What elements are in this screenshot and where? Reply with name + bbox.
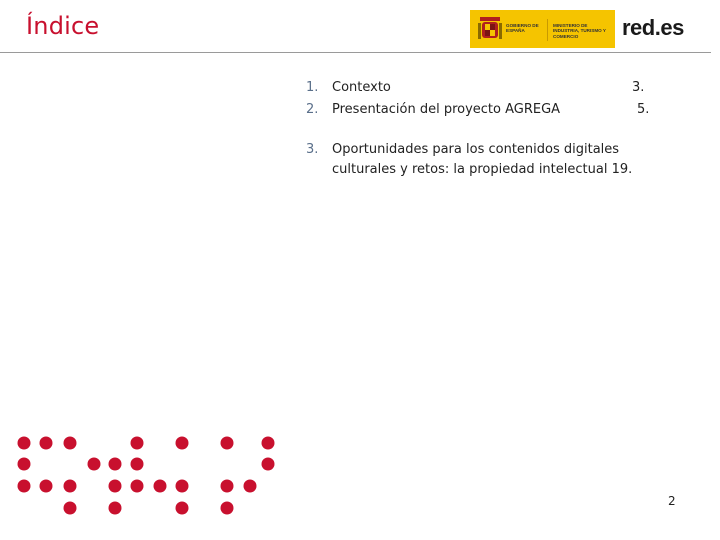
logo-divider — [547, 19, 548, 41]
government-logo — [470, 10, 615, 48]
red-es-logo-text: red.es — [622, 15, 684, 40]
toc-page: 5. — [637, 102, 650, 117]
red-es-logo — [622, 15, 684, 41]
braille-dots-decoration — [0, 0, 300, 540]
government-logo-text: GOBIERNO DE ESPAÑA — [506, 23, 539, 34]
page-title: Índice — [26, 12, 100, 40]
toc-item — [306, 140, 676, 180]
toc-item — [306, 100, 676, 120]
toc-label: Presentación del proyecto AGREGA — [332, 102, 561, 117]
toc-number: 3. — [306, 142, 319, 157]
toc-number: 2. — [306, 102, 319, 117]
ministry-logo-text: MINISTERIO DE INDUSTRIA, TURISMO Y COMERCIO — [553, 23, 606, 39]
toc-item — [306, 78, 676, 98]
toc-page: 3. — [632, 80, 645, 95]
toc-label: Contexto — [332, 80, 391, 95]
toc-number: 1. — [306, 80, 319, 95]
page-number: 2 — [668, 494, 676, 508]
coat-of-arms-icon — [478, 15, 502, 43]
toc-label: Oportunidades para los contenidos digitales culturales y retos: la propiedad intelectual 19. — [332, 142, 633, 177]
